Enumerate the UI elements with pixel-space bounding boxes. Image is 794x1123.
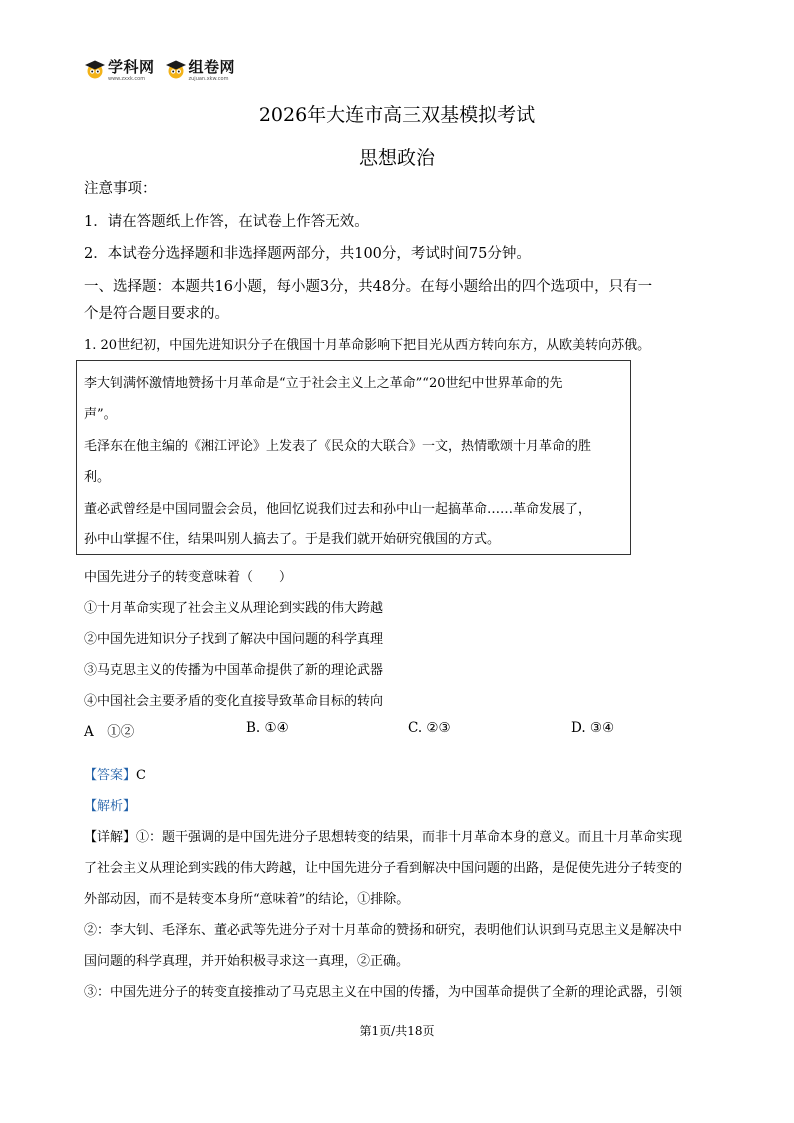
logo-xuekewang[interactable] — [84, 58, 155, 82]
detail-tag: 【详解】 — [84, 830, 137, 845]
detail-line: 国问题的科学真理，并开始积极寻求这一真理，②正确。 — [84, 954, 410, 969]
logo-url: zujuan.xkw.com — [188, 76, 229, 82]
section-instruction: 个是符合题目要求的。 — [84, 306, 229, 322]
option-c[interactable]: C. ②③ — [408, 720, 451, 736]
option-b[interactable]: B. ①④ — [246, 720, 289, 736]
material-line: 毛泽东在他主编的《湘江评论》上发表了《民众的大联合》一文，热情歌颂十月革命的胜 — [84, 439, 592, 454]
analysis-heading — [84, 795, 136, 814]
material-box — [76, 360, 631, 555]
material-line: 声”。 — [84, 407, 117, 422]
question-stem: 1. 20世纪初，中国先进知识分子在俄国十月革命影响下把目光从西方转向东方，从欧美转向苏俄。 — [84, 338, 651, 353]
answer-value: C — [136, 768, 146, 783]
option-a[interactable]: A ①② — [84, 724, 135, 740]
answer-tag: 【答案】 — [84, 768, 137, 783]
exam-title: 2026年大连市高三双基模拟考试 — [258, 104, 536, 126]
subject-title: 思想政治 — [358, 147, 435, 169]
detail-line: ③：中国先进分子的转变直接推动了马克思主义在中国的传播，为中国革命提供了全新的理论武器，引领 — [84, 985, 683, 1000]
statement: ③马克思主义的传播为中国革命提供了新的理论武器 — [84, 663, 384, 678]
material-line: 董必武曾经是中国同盟会会员，他回忆说我们过去和孙中山一起搞革命……革命发展了， — [84, 502, 592, 517]
analysis-tag: 【解析】 — [84, 799, 137, 814]
header-logos — [84, 58, 235, 88]
answer-line — [84, 764, 146, 783]
detail-line: 了社会主义从理论到实践的伟大跨越，让中国先进分子看到解决中国问题的出路，是促使先进分子转变的 — [84, 861, 683, 876]
statement: ④中国社会主要矛盾的变化直接导致革命目标的转向 — [84, 694, 384, 709]
statement: ①十月革命实现了社会主义从理论到实践的伟大跨越 — [84, 601, 384, 616]
graduate-cap-icon — [84, 58, 106, 80]
statement: ②中国先进知识分子找到了解决中国问题的科学真理 — [84, 632, 384, 647]
page-number: 第1页/共18页 — [359, 1024, 435, 1038]
option-d[interactable]: D. ③④ — [571, 720, 615, 736]
material-line: 李大钊满怀激情地赞扬十月革命是“立于社会主义上之革命”“20世纪中世界革命的先 — [84, 376, 563, 391]
logo-url: www.zxxk.com — [108, 76, 146, 82]
graduate-cap-icon — [165, 58, 187, 80]
section-instruction: 一、选择题：本题共16小题，每小题3分，共48分。在每小题给出的四个选项中，只有一 — [84, 279, 653, 295]
material-line: 利。 — [84, 470, 111, 485]
logo-name: 学科网 — [108, 58, 155, 76]
detail-text: ①：题干强调的是中国先进分子思想转变的结果，而非十月革命本身的意义。而且十月革命实现 — [136, 830, 683, 845]
question-prompt: 中国先进分子的转变意味着（ ） — [84, 570, 293, 585]
notice-heading: 注意事项： — [84, 181, 157, 197]
detail-line — [84, 826, 682, 845]
notice-item: 2．本试卷分选择题和非选择题两部分，共100分，考试时间75分钟。 — [84, 246, 531, 262]
detail-line: ②：李大钊、毛泽东、董必武等先进分子对十月革命的赞扬和研究，表明他们认识到马克思主义是解决中 — [84, 923, 683, 938]
logo-name: 组卷网 — [188, 58, 236, 76]
material-line: 孙中山掌握不住，结果叫别人搞去了。于是我们就开始研究俄国的方式。 — [84, 532, 501, 547]
logo-zujuanwang[interactable] — [165, 58, 236, 82]
notice-item: 1．请在答题纸上作答，在试卷上作答无效。 — [84, 214, 369, 230]
detail-line: 外部动因，而不是转变本身所“意味着”的结论，①排除。 — [84, 892, 410, 907]
